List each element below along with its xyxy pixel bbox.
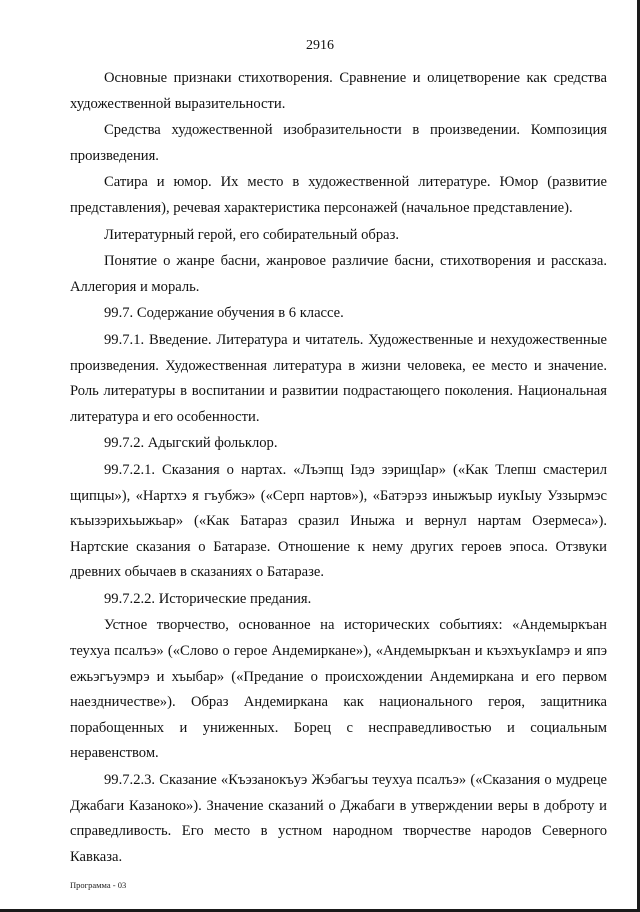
- paragraph-introduction: 99.7.1. Введение. Литература и читатель. Художественные и нехудожественные произведения. Художественная литература в жизни человека, ее место и значение. Роль литературы в воспитании и развитии подрастающего поколения. Национальная литература и его особенности.: [70, 331, 607, 425]
- section-heading-legends: 99.7.2.2. Исторические предания.: [104, 590, 312, 607]
- paragraph-poem-features: Основные признаки стихотворения. Сравнение и олицетворение как средства художественной выразительности.: [70, 70, 607, 112]
- section-heading-folklore: 99.7.2. Адыгский фольклор.: [104, 435, 278, 452]
- paragraph-satire-humor: Сатира и юмор. Их место в художественной литературе. Юмор (развитие представления), речевая характеристика персонажей (начальное представление).: [70, 174, 607, 216]
- paragraph-literary-hero: Литературный герой, его собирательный образ.: [104, 226, 400, 243]
- paragraph-nart-tales: 99.7.2.1. Сказания о нартах. «Лъэпщ Iэдэ зэрищIар» («Как Тлепш смастерил щипцы»), «Нартхэ я гъубжэ» («Серп нартов»), «Батэрэз иныжъыр иукIыу Уззырмэс къызэрихьыжьар» («Как Батараз сразил Иныжа и вернул нартам Озермеса»). Нартские сказания о Батаразе. Отношение к нему других героев эпоса. Отзвуки древних обычаев в сказаниях о Батаразе.: [70, 461, 607, 581]
- page-number: 2916: [306, 38, 334, 53]
- paragraph-artistic-means: Средства художественной изобразительности в произведении. Композиция произведения.: [70, 122, 607, 164]
- paragraph-fable-genre: Понятие о жанре басни, жанровое различие басни, стихотворения и рассказа. Аллегория и мораль.: [70, 253, 607, 295]
- paragraph-andemirkan: Устное творчество, основанное на исторических событиях: «Андемыркъан теухуа псалъэ» («Слово о герое Андемиркане»), «Андемыркъан и къэхъукIамрэ и япэ ежьэгъуэмрэ и хъыбар» («Предание о происхождении Андемиркана и его первом наездничестве»). Образ Андемиркана как национального героя, защитника порабощенных и униженных. Борец с несправедливостью и социальным неравенством.: [70, 617, 607, 762]
- document-body: [70, 66, 607, 871]
- section-heading-grade6: 99.7. Содержание обучения в 6 классе.: [104, 305, 344, 322]
- paragraph-jabagi: 99.7.2.3. Сказание «Къэзанокъуэ Жэбагъы теухуа псалъэ» («Сказания о мудреце Джабаги Казаноко»). Значение сказаний о Джабаги в утверждении веры в доброту и справедливость. Его место в устном народном творчестве народов Северного Кавказа.: [70, 772, 607, 865]
- footer-label: Программа - 03: [70, 880, 127, 890]
